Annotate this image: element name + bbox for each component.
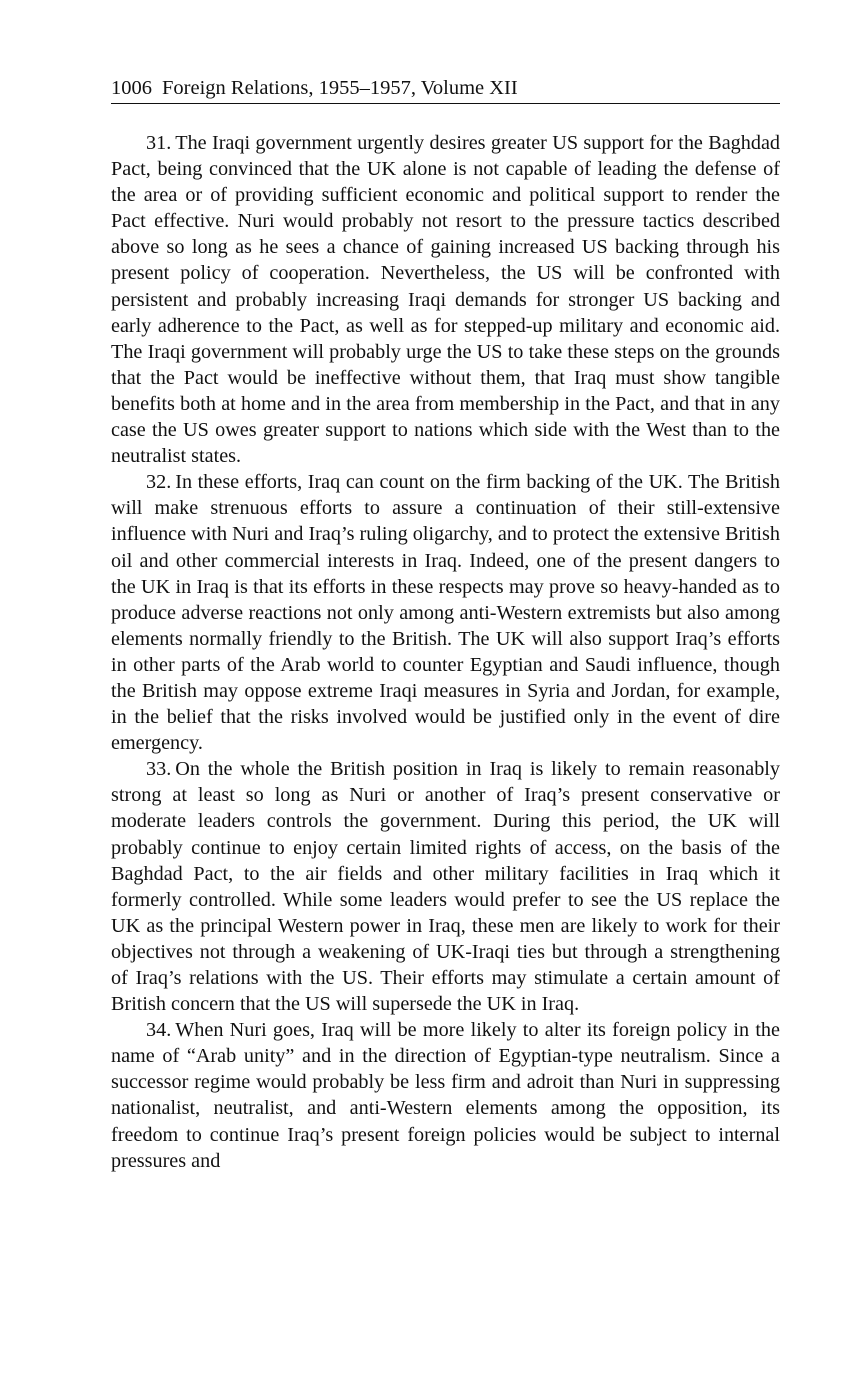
paragraph-32 xyxy=(111,469,780,756)
paragraph-text: When Nuri goes, Iraq will be more likely to alter its foreign policy in the name of “Arab unity” and in the direction of Egyptian-type neutralism. Since a successor regime would probably be less firm and adroit than Nuri in suppressing nationalist, neutralist, and anti-Western elements among the opposition, its freedom to continue Iraq’s present foreign policies would be subject to internal pressures and xyxy=(111,1019,780,1172)
paragraph-number: 34. xyxy=(146,1019,172,1042)
paragraph-number: 31. xyxy=(146,132,172,154)
page-number: 1006 xyxy=(111,77,152,99)
paragraph-31 xyxy=(111,130,780,469)
publication-title: Foreign Relations, 1955–1957, Volume XII xyxy=(162,77,518,99)
paragraph-33 xyxy=(111,756,780,1017)
running-header xyxy=(111,74,780,104)
paragraph-text: On the whole the British position in Iraq is likely to remain reasonably strong at least so long as Nuri or another of Iraq’s present conservative or moderate leaders controls the government. During this period, the UK will probably continue to enjoy certain limited rights of access, on the basis of the Baghdad Pact, to the air fields and other military facilities in Iraq which it formerly controlled. While some leaders would prefer to see the US replace the UK as the principal Western power in Iraq, these men are likely to work for their objectives not through a weakening of UK-Iraqi ties but through a strengthening of Iraq’s relations with the US. Their efforts may stimulate a certain amount of British concern that the US will supersede the UK in Iraq. xyxy=(111,758,780,1016)
paragraph-text: In these efforts, Iraq can count on the firm backing of the UK. The British will make strenuous efforts to assure a continuation of their still-extensive influence with Nuri and Iraq’s ruling oligarchy, and to protect the extensive British oil and other commercial interests in Iraq. Indeed, one of the present dangers to the UK in Iraq is that its efforts in these respects may prove so heavy-handed as to produce adverse reactions not only among anti-Western extremists but also among elements normally friendly to the British. The UK will also support Iraq’s efforts in other parts of the Arab world to counter Egyptian and Saudi influence, though the British may oppose extreme Iraqi measures in Syria and Jordan, for example, in the belief that the risks involved would be justified only in the event of dire emergency. xyxy=(111,471,780,755)
paragraph-34 xyxy=(111,1017,780,1174)
paragraph-number: 33. xyxy=(146,758,172,781)
document-page xyxy=(111,74,780,1174)
paragraph-text: The Iraqi government urgently desires greater US support for the Baghdad Pact, being convinced that the UK alone is not capable of leading the defense of the area or of providing sufficient economic and political support to render the Pact effective. Nuri would probably not resort to the pressure tactics described above so long as he sees a chance of gaining increased US backing through his present policy of cooperation. Nevertheless, the US will be confronted with persistent and probably increasing Iraqi demands for stronger US backing and early adherence to the Pact, as well as for stepped-up military and economic aid. The Iraqi government will probably urge the US to take these steps on the grounds that the Pact would be ineffective without them, that Iraq must show tangible benefits both at home and in the area from membership in the Pact, and that in any case the US owes greater support to nations which side with the West than to the neutralist states. xyxy=(111,132,780,468)
body-text xyxy=(111,130,780,1174)
paragraph-number: 32. xyxy=(146,471,172,494)
